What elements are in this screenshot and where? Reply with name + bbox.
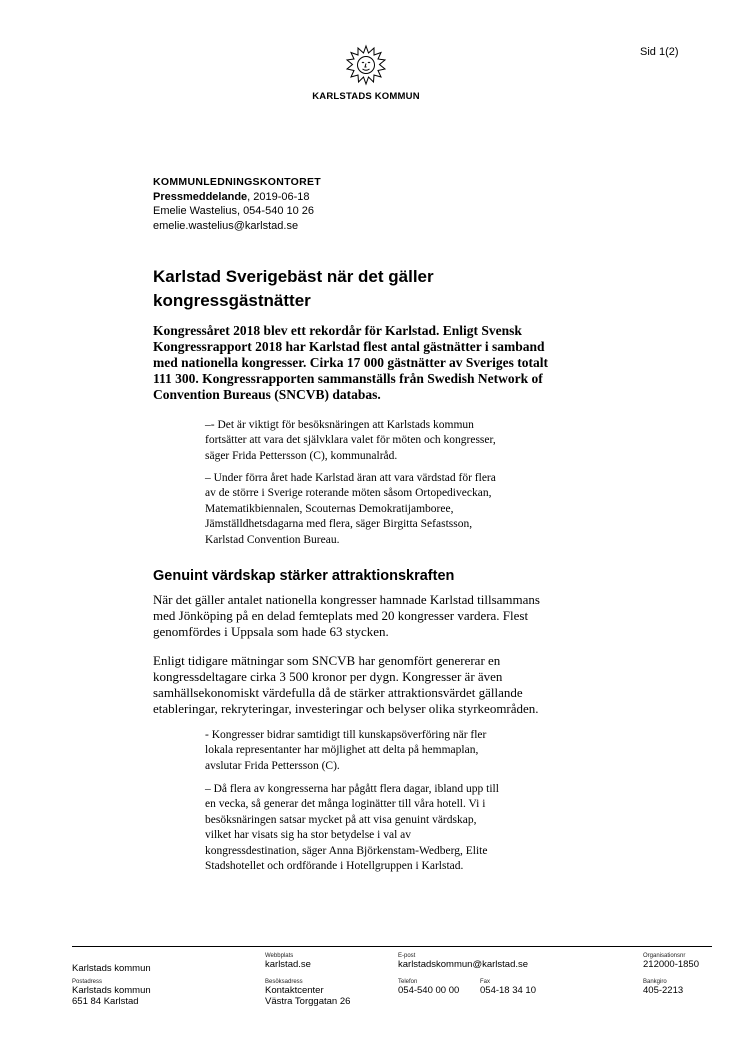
text-line: –- Det är viktigt för besöksnäringen att Karlstads kommun	[205, 419, 474, 431]
footer-visit-line: Kontaktcenter	[265, 985, 324, 996]
text-line: Kongressåret 2018 blev ett rekordår för Karlstad. Enligt Svensk	[153, 323, 522, 338]
logo-text: KARLSTADS KOMMUN	[312, 91, 420, 102]
footer-label: Telefon	[398, 979, 418, 985]
text-line: fortsätter att vara det självklara valet för möten och kongresser,	[205, 434, 496, 447]
footer-visit	[265, 979, 350, 1007]
text-line: samhällsekonomiskt värdefulla då de stärker attraktionsvärdet gällande	[153, 685, 523, 700]
text-line: lokala representanter har möjlighet att delta på hemmaplan,	[205, 744, 479, 757]
footer-bankgiro-value: 405-2213	[643, 985, 684, 996]
footer-orgnr-value: 212000-1850	[643, 959, 699, 970]
contact-person: Emelie Wastelius, 054-540 10 26	[153, 205, 315, 217]
footer-postal	[72, 979, 151, 1007]
text-line: Matematikbiennalen, Scouternas Demokratijamboree,	[205, 502, 454, 515]
text-line: 111 300. Kongressrapporten sammanställs från Swedish Network of	[153, 371, 543, 386]
text-line: säger Frida Pettersson (C), kommunalråd.	[205, 449, 398, 462]
footer-label: Postadress	[72, 979, 103, 985]
footer-postal-line: 651 84 Karlstad	[72, 996, 139, 1007]
text-line: kongressdestination, säger Anna Björkenstam-Wedberg, Elite	[205, 844, 488, 857]
text-line: avslutar Frida Pettersson (C).	[205, 759, 340, 772]
sender-block	[153, 175, 321, 233]
text-line: av de större i Sverige roterande möten såsom Ortopediveckan,	[205, 487, 492, 500]
body-paragraph	[153, 592, 623, 640]
page-number: Sid 1(2)	[640, 46, 679, 58]
text-line: Karlstad Convention Bureau.	[205, 533, 340, 546]
department: KOMMUNLEDNINGSKONTORET	[153, 176, 321, 188]
press-release-line	[153, 190, 321, 205]
footer-label: E-post	[398, 953, 416, 959]
footer-label: Webbplats	[265, 953, 294, 959]
contact-email: emelie.wastelius@karlstad.se	[153, 219, 299, 232]
press-release-date: , 2019-06-18	[247, 190, 310, 203]
footer-visit-line: Västra Torggatan 26	[265, 996, 351, 1007]
footer-phone-value: 054-540 00 00	[398, 985, 460, 996]
text-line: genomfördes i Uppsala som hade 63 stycken.	[153, 624, 389, 639]
quote-anna	[205, 782, 585, 874]
subheading: Genuint värdskap stärker attraktionskraften	[153, 568, 455, 584]
footer-postal-line: Karlstads kommun	[72, 985, 151, 996]
quote-birgitta	[205, 471, 585, 548]
footer-org-name: Karlstads kommun	[72, 963, 151, 974]
footer-label: Bankgiro	[643, 979, 667, 985]
footer-email	[398, 953, 528, 970]
text-line: etableringar, rekryteringar, investeringar och belyser olika styrkeområden.	[153, 701, 539, 716]
text-line: vilket har visats sig ha stor betydelse i val av	[205, 829, 411, 842]
sun-logo-icon	[344, 44, 388, 88]
footer-divider	[72, 946, 712, 947]
footer-orgnr	[643, 953, 699, 970]
title-line: kongressgästnätter	[153, 291, 311, 310]
text-line: en vecka, så generar det många loginätter till våra hotell. Vi i	[205, 798, 486, 811]
text-line: kongressdeltagare cirka 3 500 kronor per dygn. Kongresser är även	[153, 669, 503, 684]
text-line: Stadshotellet och ordförande i Hotellgruppen i Karlstad.	[205, 860, 464, 873]
page-title	[153, 265, 613, 313]
footer-phone	[398, 979, 459, 996]
quote-frida-2	[205, 728, 585, 774]
title-line: Karlstad Sverigebäst när det gäller	[153, 267, 434, 286]
footer-email-link[interactable]: karlstadskommun@karlstad.se	[398, 959, 529, 970]
press-release-label: Pressmeddelande	[153, 190, 248, 203]
logo	[300, 44, 432, 102]
text-line: Convention Bureaus (SNCVB) databas.	[153, 387, 381, 402]
text-line: När det gäller antalet nationella kongresser hamnade Karlstad tillsammans	[153, 592, 540, 607]
text-line: Kongressrapport 2018 har Karlstad flest antal gästnätter i samband	[153, 339, 545, 354]
footer-label: Organisationsnr	[643, 953, 686, 959]
text-line: – Då flera av kongresserna har pågått flera dagar, ibland upp till	[205, 783, 499, 795]
footer-fax	[480, 979, 536, 996]
text-line: Jämställdhetsdagarna med flera, säger Birgitta Sefastsson,	[205, 518, 473, 531]
footer-bankgiro	[643, 979, 683, 996]
text-line: Enligt tidigare mätningar som SNCVB har genomfört genererar en	[153, 653, 501, 668]
body-paragraph	[153, 653, 623, 717]
lead-paragraph	[153, 323, 618, 403]
text-line: besöksnäringen satsar mycket på att visa genuint värdskap,	[205, 813, 477, 826]
footer-web-link[interactable]: karlstad.se	[265, 959, 311, 970]
text-line: – Under förra året hade Karlstad äran att vara värdstad för flera	[205, 472, 496, 484]
footer-fax-value: 054-18 34 10	[480, 985, 536, 996]
quote-frida-1	[205, 418, 585, 464]
text-line: med Jönköping på en delad femteplats med 20 kongresser vardera. Flest	[153, 608, 529, 623]
footer-label: Besöksadress	[265, 979, 303, 985]
footer-web	[265, 953, 311, 970]
text-line: med nationella kongresser. Cirka 17 000 gästnätter av Sveriges totalt	[153, 355, 548, 370]
footer-label: Fax	[480, 979, 491, 985]
text-line: - Kongresser bidrar samtidigt till kunskapsöverföring när fler	[205, 729, 487, 741]
